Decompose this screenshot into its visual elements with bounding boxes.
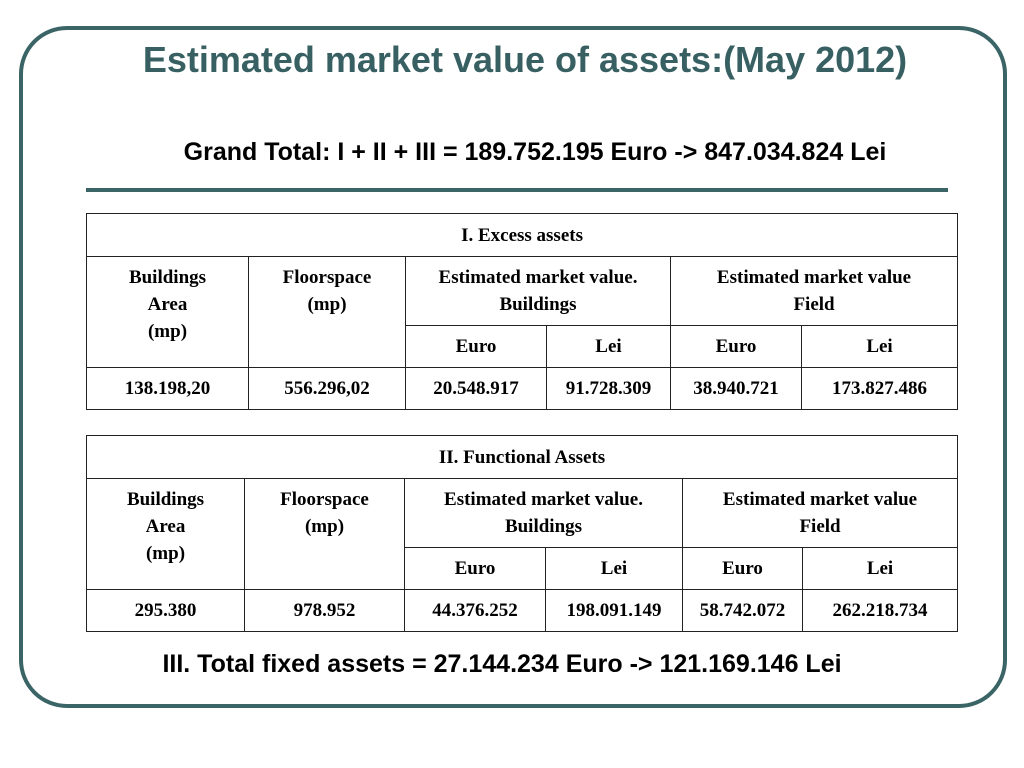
col-header-emv-buildings: Estimated market value. Buildings xyxy=(405,479,683,548)
cell-field-euro: 58.742.072 xyxy=(683,590,803,632)
total-fixed-assets: III. Total fixed assets = 27.144.234 Euro -> 121.169.146 Lei xyxy=(162,650,842,678)
grand-total: Grand Total: I + II + III = 189.752.195 Euro -> 847.034.824 Lei xyxy=(183,138,887,166)
sub-header-euro: Euro xyxy=(671,326,802,368)
col-header-floorspace: Floorspace (mp) xyxy=(249,257,406,368)
col-header-emv-field: Estimated market value Field xyxy=(671,257,958,326)
col-header-buildings-area: Buildings Area (mp) xyxy=(87,479,245,590)
cell-floorspace: 978.952 xyxy=(245,590,405,632)
table-row xyxy=(87,590,958,632)
cell-field-lei: 262.218.734 xyxy=(803,590,958,632)
cell-buildings-area: 295.380 xyxy=(87,590,245,632)
cell-buildings-lei: 91.728.309 xyxy=(547,368,671,410)
table-heading: I. Excess assets xyxy=(87,214,958,257)
excess-assets-table xyxy=(86,213,958,410)
sub-header-lei: Lei xyxy=(803,548,958,590)
sub-header-euro: Euro xyxy=(406,326,547,368)
cell-field-euro: 38.940.721 xyxy=(671,368,802,410)
cell-field-lei: 173.827.486 xyxy=(802,368,958,410)
sub-header-euro: Euro xyxy=(683,548,803,590)
table-row xyxy=(87,368,958,410)
col-header-buildings-area: Buildings Area (mp) xyxy=(87,257,249,368)
sub-header-lei: Lei xyxy=(802,326,958,368)
col-header-floorspace: Floorspace (mp) xyxy=(245,479,405,590)
sub-header-lei: Lei xyxy=(547,326,671,368)
table-heading: II. Functional Assets xyxy=(87,436,958,479)
title-divider xyxy=(86,188,948,192)
slide-title: Estimated market value of assets:(May 2012) xyxy=(142,39,908,80)
col-header-emv-buildings: Estimated market value. Buildings xyxy=(406,257,671,326)
col-header-emv-field: Estimated market value Field xyxy=(683,479,958,548)
sub-header-euro: Euro xyxy=(405,548,546,590)
sub-header-lei: Lei xyxy=(546,548,683,590)
cell-buildings-area: 138.198,20 xyxy=(87,368,249,410)
cell-buildings-euro: 20.548.917 xyxy=(406,368,547,410)
cell-buildings-euro: 44.376.252 xyxy=(405,590,546,632)
functional-assets-table xyxy=(86,435,958,632)
cell-floorspace: 556.296,02 xyxy=(249,368,406,410)
cell-buildings-lei: 198.091.149 xyxy=(546,590,683,632)
